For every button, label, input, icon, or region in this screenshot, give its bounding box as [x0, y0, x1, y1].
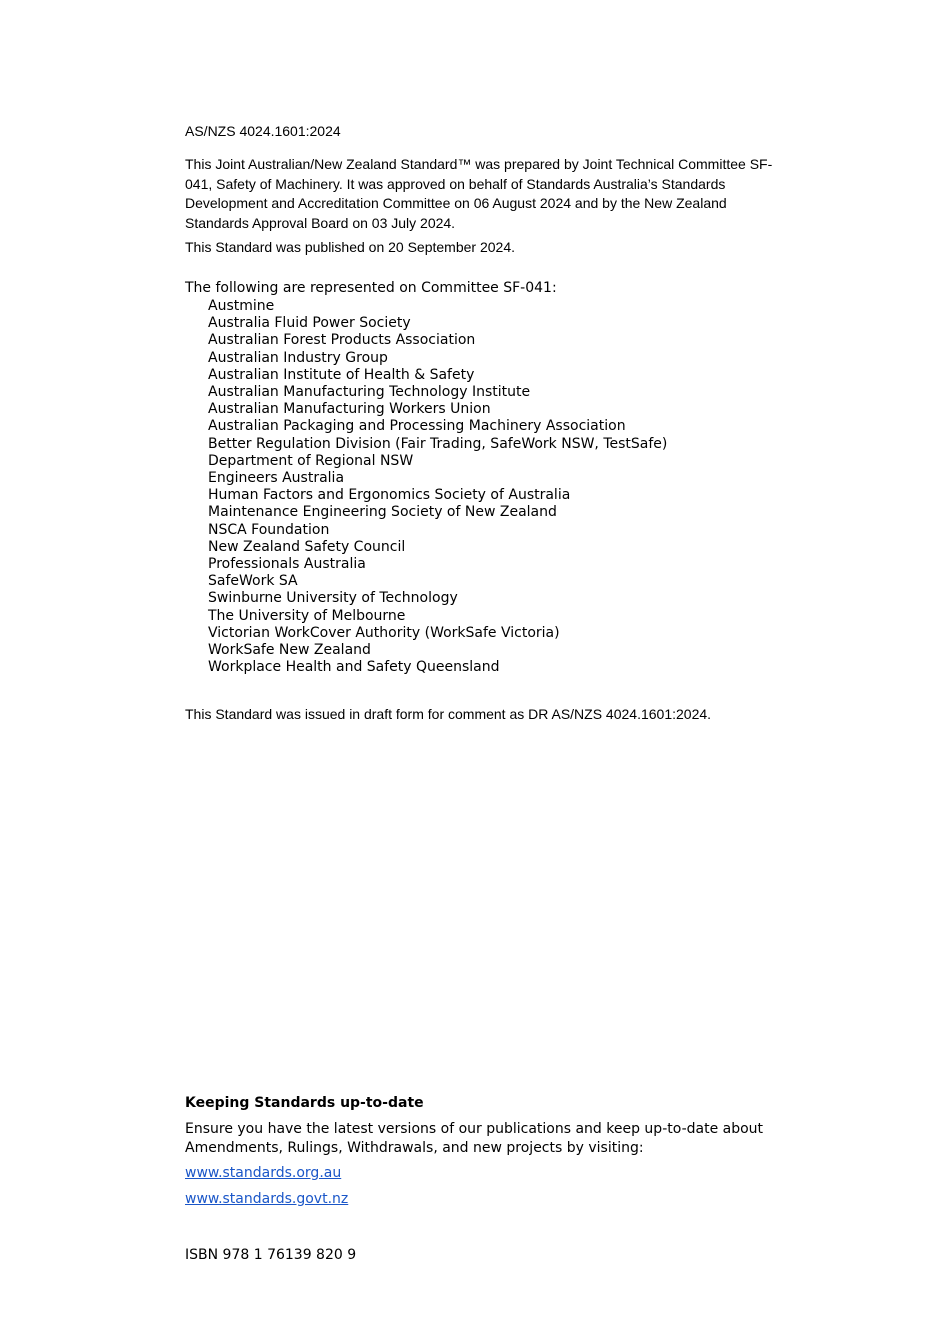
committee-member: Human Factors and Ergonomics Society of Australia [208, 487, 571, 504]
committee-member: Maintenance Engineering Society of New Zealand [208, 504, 557, 521]
keeping-up-to-date-heading: Keeping Standards up-to-date [185, 1095, 424, 1111]
committee-member: Australian Manufacturing Technology Institute [208, 384, 531, 401]
committee-member: Australian Manufacturing Workers Union [208, 401, 491, 418]
draft-notice: This Standard was issued in draft form for comment as DR AS/NZS 4024.1601:2024. [185, 706, 712, 722]
committee-member: Engineers Australia [208, 470, 345, 487]
committee-member: Swinburne University of Technology [208, 590, 458, 607]
committee-member: Australian Forest Products Association [208, 332, 476, 349]
published-date-line: This Standard was published on 20 September 2024. [185, 239, 515, 255]
isbn-number: ISBN 978 1 76139 820 9 [185, 1247, 357, 1263]
committee-member: Austmine [208, 298, 275, 314]
committee-member: Victorian WorkCover Authority (WorkSafe Victoria) [208, 624, 560, 641]
committee-member: Department of Regional NSW [208, 452, 414, 469]
committee-member: Professionals Australia [208, 556, 366, 573]
committee-member: NSCA Foundation [208, 521, 330, 538]
committee-member: Workplace Health and Safety Queensland [208, 659, 500, 676]
committee-member: New Zealand Safety Council [208, 538, 406, 555]
committee-member: WorkSafe New Zealand [208, 642, 371, 659]
preparation-paragraph: This Joint Australian/New Zealand Standard™ was prepared by Joint Technical Committee SF-041, Safety of Machinery. It was approved on behalf of Standards Australia’s Standards Development and Accreditation Committee on 06 August 2024 and by the New Zealand Standards Approval Board on 03 July 2024. [185, 156, 773, 231]
committee-member: SafeWork SA [208, 573, 298, 590]
committee-heading: The following are represented on Committee SF-041: [185, 280, 557, 296]
committee-member: Better Regulation Division (Fair Trading, SafeWork NSW, TestSafe) [208, 435, 668, 452]
standards-nz-link[interactable]: www.standards.govt.nz [185, 1191, 349, 1207]
committee-member: The University of Melbourne [208, 607, 406, 624]
committee-member: Australia Fluid Power Society [208, 315, 411, 332]
committee-member-list [208, 298, 667, 676]
committee-member: Australian Industry Group [208, 349, 388, 366]
standards-australia-link[interactable]: www.standards.org.au [185, 1165, 342, 1181]
committee-member: Australian Packaging and Processing Machinery Association [208, 418, 626, 435]
committee-member: Australian Institute of Health & Safety [208, 366, 475, 383]
keeping-up-to-date-paragraph: Ensure you have the latest versions of our publications and keep up-to-date about Amendments, Rulings, Withdrawals, and new projects by visiting: [185, 1121, 764, 1156]
document-designation: AS/NZS 4024.1601:2024 [185, 123, 341, 139]
